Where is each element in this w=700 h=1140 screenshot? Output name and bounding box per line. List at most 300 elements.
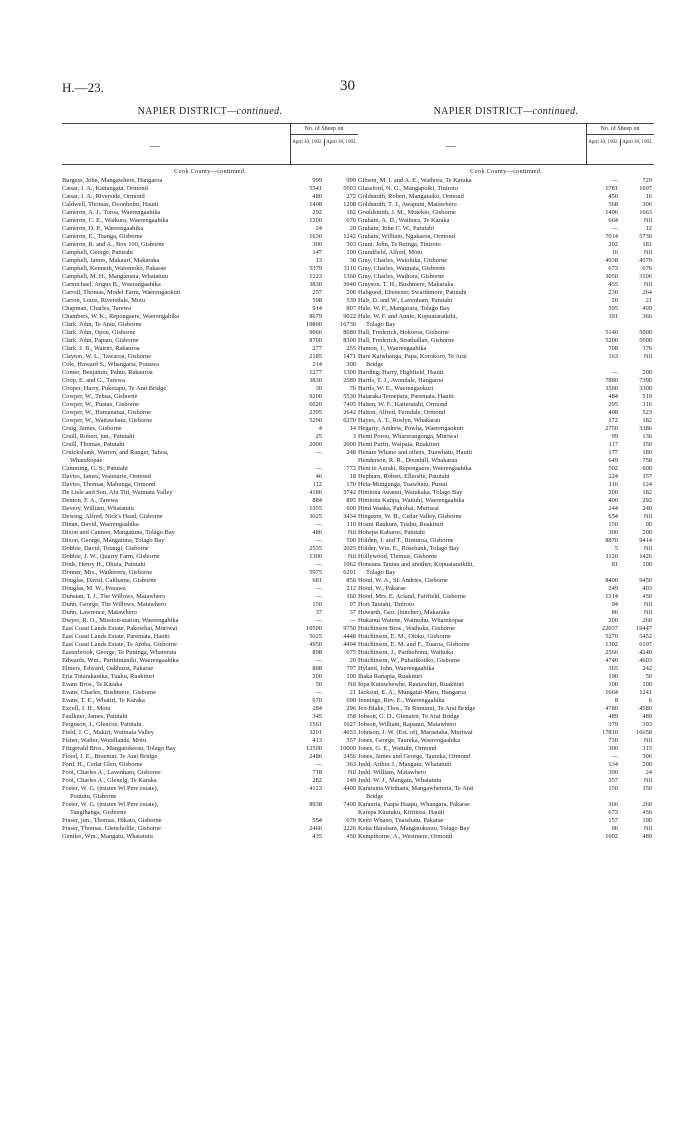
table-row bbox=[358, 337, 654, 345]
sheep-1902: 664 bbox=[608, 217, 618, 224]
table-row bbox=[358, 417, 654, 425]
sheep-1903: 5000 bbox=[639, 329, 652, 336]
sheep-1903: 506 bbox=[642, 753, 652, 760]
owner-name: Dixon, George, Mangatuna, Tolago Bay bbox=[62, 537, 165, 544]
owner-name: Cruickshank, Warren, and Ranger, Tahoa, bbox=[62, 449, 169, 456]
sheep-1902: 37 bbox=[315, 609, 322, 616]
sheep-1902: 10500 bbox=[306, 625, 322, 632]
owner-name: Karauria, Paapa Haapu, Whangara, Pakarae bbox=[358, 801, 470, 808]
table-row bbox=[62, 409, 358, 417]
sheep-1903: 523 bbox=[642, 409, 652, 416]
sheep-1903: 100 bbox=[642, 561, 652, 568]
owner-name: Hayes, A. T., Roslyn, Whakarau bbox=[358, 417, 441, 424]
sheep-1903: 12 bbox=[645, 225, 652, 232]
table-row bbox=[358, 305, 654, 313]
year-1903-header: April 30, 1903. bbox=[324, 139, 358, 146]
owner-name: Cooper, Harry, Puketapu, Te Arai Bridge bbox=[62, 385, 167, 392]
sheep-1902: 249 bbox=[608, 585, 618, 592]
sheep-1902: 112 bbox=[312, 481, 322, 488]
sheep-1902: 1781 bbox=[605, 185, 618, 192]
sheep-1903: 600 bbox=[642, 465, 652, 472]
owner-name: East Coast Lands Estate, Paremata, Hauiti bbox=[62, 633, 170, 640]
sheep-1903: 8680 bbox=[343, 329, 356, 336]
table-row bbox=[358, 185, 654, 193]
sheep-1902: 5379 bbox=[309, 265, 322, 272]
table-row bbox=[62, 313, 358, 321]
sheep-1902: 3025 bbox=[309, 513, 322, 520]
sheep-1902: 400 bbox=[608, 497, 618, 504]
table-row bbox=[62, 473, 358, 481]
sheep-1902: 8700 bbox=[309, 337, 322, 344]
table-row bbox=[62, 193, 358, 201]
sheep-1902: 4123 bbox=[309, 785, 322, 792]
year-1902-header: April 30, 1902. bbox=[586, 139, 620, 146]
sheep-1903: 376 bbox=[642, 345, 652, 352]
sheep-1902: — bbox=[315, 465, 322, 472]
sheep-1903: 3386 bbox=[639, 425, 652, 432]
page-reference: H.—23. bbox=[62, 80, 104, 95]
sheep-1902: 9200 bbox=[309, 393, 322, 400]
owner-name: Dods, Henry H., Ohuia, Patutahi bbox=[62, 561, 146, 568]
owner-name: Campbell, M. H., Mangamaia, Whatatutu bbox=[62, 273, 169, 280]
sheep-1903: 4603 bbox=[639, 657, 652, 664]
sheep-1902: 7014 bbox=[605, 233, 618, 240]
owner-name: Ferguson, J., Glencoe, Patutahi bbox=[62, 721, 142, 728]
table-row bbox=[62, 657, 358, 665]
sheep-1903: 21 bbox=[349, 689, 356, 696]
table-row bbox=[62, 337, 358, 345]
owner-name: Faulkner, James, Patutahi bbox=[62, 713, 128, 720]
owner-name: Devery, William, Whatatutu bbox=[62, 505, 134, 512]
table-row bbox=[358, 433, 654, 441]
sheep-1902: 708 bbox=[608, 345, 618, 352]
table-row bbox=[358, 697, 654, 705]
table-row bbox=[62, 185, 358, 193]
table-row bbox=[62, 417, 358, 425]
sheep-1903: 489 bbox=[642, 713, 652, 720]
owner-name: Easterbrook, George, Te Puninga, Wharerata bbox=[62, 649, 177, 656]
owner-name: Coop, E. and G., Tarewa bbox=[62, 377, 125, 384]
owner-name: Graham, William, Ngakaroa, Ormond bbox=[358, 233, 455, 240]
owner-name-continued: Tolago Bay bbox=[366, 321, 396, 328]
owner-name: Gibson, M. I. and A. E., Waihora, Te Karaka bbox=[358, 177, 472, 184]
left-column bbox=[62, 106, 358, 841]
sheep-1902: 200 bbox=[312, 673, 322, 680]
sheep-1902: 86 bbox=[611, 609, 618, 616]
table-row bbox=[358, 705, 654, 713]
table-row bbox=[62, 513, 358, 521]
owner-name: Grandfield, Alfred, Motu bbox=[358, 249, 423, 256]
sheep-1902: 450 bbox=[608, 193, 618, 200]
sheep-1902: 224 bbox=[608, 473, 618, 480]
sheep-1903: 3116 bbox=[343, 265, 356, 272]
sheep-1903: 729 bbox=[642, 177, 652, 184]
sheep-1903: 363 bbox=[346, 761, 356, 768]
sheep-1902: 4186 bbox=[309, 489, 322, 496]
owner-name: Habgood, Ebenezer, Swarthmore, Patutahi bbox=[358, 289, 467, 296]
owner-name: Keeti Whano, Tuawhatu, Pakarae bbox=[358, 817, 444, 824]
table-row bbox=[358, 449, 654, 457]
owner-name: Himiona Katipa, Waituhi, Waerengaahika bbox=[358, 497, 465, 504]
sheep-1902: 914 bbox=[312, 305, 322, 312]
sheep-1902: 2000 bbox=[309, 441, 322, 448]
owner-name: Gouldsmith, J. M., Motekio, Gisborne bbox=[358, 209, 456, 216]
sheep-1902: 12500 bbox=[306, 745, 322, 752]
owner-name: Flood, J. E., Braemar, Te Arai Bridge bbox=[62, 753, 158, 760]
sheep-1903: 160 bbox=[346, 593, 356, 600]
owner-name: Douglas, David, Calthame, Gisborne bbox=[62, 577, 157, 584]
sheep-1903: 20 bbox=[349, 225, 356, 232]
sheep-1902: 5541 bbox=[309, 185, 322, 192]
sheep-1903: 16658 bbox=[636, 729, 652, 736]
table-row bbox=[62, 689, 358, 697]
table-row bbox=[358, 561, 654, 577]
owner-name: Goldsmith, Robert, Mangataiko, Ormond bbox=[358, 193, 464, 200]
table-row bbox=[62, 785, 358, 801]
table-row bbox=[358, 681, 654, 689]
table-row bbox=[358, 369, 654, 377]
owner-name-continued: Bridge bbox=[366, 361, 384, 368]
sheep-1902: 257 bbox=[312, 289, 322, 296]
owner-name: Douglas, M. W., Pouawa bbox=[62, 585, 126, 592]
sheep-1903: 676 bbox=[642, 265, 652, 272]
page-number: 30 bbox=[340, 78, 355, 94]
table-row bbox=[358, 825, 654, 833]
table-row bbox=[62, 681, 358, 689]
sheep-1902: 498 bbox=[608, 409, 618, 416]
owner-name: Judd, William, Matawhero bbox=[358, 769, 427, 776]
table-row bbox=[62, 225, 358, 233]
sheep-1902: 1302 bbox=[605, 641, 618, 648]
table-row bbox=[62, 441, 358, 449]
owner-name: Gentles, Wm., Mangatu, Whatatutu bbox=[62, 833, 153, 840]
owner-name: Campbell, George, Patutahi bbox=[62, 249, 133, 256]
table-row bbox=[62, 697, 358, 705]
table-row bbox=[358, 785, 654, 801]
table-row bbox=[358, 817, 654, 825]
table-row bbox=[358, 201, 654, 209]
owner-name: Cameron, D. P., Waerengaahika bbox=[62, 225, 144, 232]
sheep-1903: 4580 bbox=[639, 705, 652, 712]
owner-name: Howarth, Geo. (butcher), Makaraka bbox=[358, 609, 450, 616]
table-header bbox=[358, 123, 654, 165]
year-1903-header: April 30, 1903. bbox=[620, 139, 654, 146]
sheep-1903: 366 bbox=[642, 313, 652, 320]
sheep-1902: 808 bbox=[312, 665, 322, 672]
owner-name: Heta-Mungunga, Tuawhatu, Pustai bbox=[358, 481, 448, 488]
sheep-1903: 10000 bbox=[340, 745, 356, 752]
sheep-1903: 1471 bbox=[343, 353, 356, 360]
owner-name: Dwyer, R. O., Mission-station, Waerengahika bbox=[62, 617, 179, 624]
sheep-1902: 244 bbox=[608, 505, 618, 512]
table-row bbox=[358, 745, 654, 753]
sheep-1903: 20 bbox=[349, 657, 356, 664]
sheep-1902: 486 bbox=[312, 529, 322, 536]
sheep-1903: 272 bbox=[346, 193, 356, 200]
sheep-1902: 1277 bbox=[309, 369, 322, 376]
sheep-1902: — bbox=[315, 585, 322, 592]
owner-name: Goldsmith, T. J., Awapuni, Matawhero bbox=[358, 201, 457, 208]
sheep-1903: 14 bbox=[349, 425, 356, 432]
sheep-1903: 1627 bbox=[343, 721, 356, 728]
table-row bbox=[358, 249, 654, 257]
table-row bbox=[358, 425, 654, 433]
owner-name-continued: Poututu, Gisborne bbox=[70, 793, 117, 800]
owner-name: Hataraka Temepara, Paremata, Hauiti bbox=[358, 393, 454, 400]
owner-name: Hyland, John, Waerengaahika bbox=[358, 665, 435, 672]
owner-name: Hutchinson, J., Parihohonu, Waihuka bbox=[358, 649, 454, 656]
owner-name: Harris, W. E., Waerengaokuri bbox=[358, 385, 434, 392]
owner-list bbox=[62, 177, 358, 841]
owner-name: Carron, Louis, Riversdale, Motu bbox=[62, 297, 146, 304]
owner-name: Field, J. C., Makiri, Waimata Valley bbox=[62, 729, 154, 736]
sheep-1902: 4740 bbox=[605, 657, 618, 664]
owner-name: Hamon, J., Waerengaahika bbox=[358, 345, 427, 352]
owner-name: Gray, Charles, Waihora, Gisborne bbox=[358, 273, 445, 280]
sheep-1903: 1360 bbox=[343, 273, 356, 280]
sheep-1902: 730 bbox=[608, 737, 618, 744]
owner-name: Comer, Benjamin, Pahui, Rakauroa bbox=[62, 369, 153, 376]
table-row bbox=[358, 521, 654, 529]
table-row bbox=[358, 649, 654, 657]
sheep-1903: 1062 bbox=[343, 561, 356, 568]
table-header bbox=[62, 123, 358, 165]
sheep-1903: Nil bbox=[347, 529, 356, 536]
sheep-1903: 7405 bbox=[343, 401, 356, 408]
sheep-1902: — bbox=[315, 617, 322, 624]
district-heading: NAPIER DISTRICT—continued. bbox=[433, 106, 579, 117]
owner-name: Holden, J. and T., Rimuroa, Gisborne bbox=[358, 537, 454, 544]
sheep-1903: 3434 bbox=[343, 513, 356, 520]
table-row bbox=[62, 201, 358, 209]
owner-name: Jones, George, Taureka, Waerengaahika bbox=[358, 737, 460, 744]
table-row bbox=[358, 593, 654, 601]
table-row bbox=[358, 489, 654, 497]
sheep-1902: 391 bbox=[608, 313, 618, 320]
owner-name: Gray, Charles, Waiohika, Gisborne bbox=[358, 257, 448, 264]
table-row bbox=[62, 817, 358, 825]
table-row bbox=[358, 497, 654, 505]
table-row bbox=[358, 537, 654, 545]
sheep-1902: 345 bbox=[312, 713, 322, 720]
sheep-1903: 190 bbox=[642, 817, 652, 824]
sheep-1903: 895 bbox=[346, 497, 356, 504]
sheep-1903: 797 bbox=[346, 665, 356, 672]
owner-list bbox=[358, 177, 654, 841]
owner-name: De Lisle and Son, Ahi Titi, Waimata Valley bbox=[62, 489, 173, 496]
table-row bbox=[62, 753, 358, 761]
owner-name: Gray, Charles, Waimata, Gisborne bbox=[358, 265, 446, 272]
sheep-1903: 6 bbox=[648, 697, 652, 704]
owner-name: Evans, T. E., Whatiri, Te Karaka bbox=[62, 697, 145, 704]
owner-name: Hatten, W. F., Kaiteratahi, Ormond bbox=[358, 401, 448, 408]
owner-name: Denton, F. A., Tarewa bbox=[62, 497, 118, 504]
sheep-1902: 150 bbox=[608, 785, 618, 792]
sheep-1902: 5200 bbox=[605, 337, 618, 344]
owner-name: Campbell, Kenneth, Waiomoko, Pakarae bbox=[62, 265, 167, 272]
owner-name: Ford, H., Cedar Glen, Gisborne bbox=[62, 761, 143, 768]
owner-name: Ihaka Ranapia, Ruakituri bbox=[358, 673, 423, 680]
table-row bbox=[62, 329, 358, 337]
table-row bbox=[358, 641, 654, 649]
sheep-1902: 8400 bbox=[605, 577, 618, 584]
name-column-header: — bbox=[446, 141, 456, 152]
table-row bbox=[358, 809, 654, 817]
table-row bbox=[358, 385, 654, 393]
sheep-1902: 1223 bbox=[309, 273, 322, 280]
table-row bbox=[358, 721, 654, 729]
sheep-1902: 435 bbox=[312, 833, 322, 840]
sheep-1902: 3050 bbox=[605, 273, 618, 280]
owner-name: Burgess, John, Mangawhere, Hangaroa bbox=[62, 177, 163, 184]
sheep-1902: 147 bbox=[312, 249, 322, 256]
sheep-1903: Nil bbox=[347, 769, 356, 776]
owner-name: Hall, Frederick, Strathallan, Gisborne bbox=[358, 337, 455, 344]
table-row bbox=[358, 209, 654, 217]
sheep-1902: 8870 bbox=[605, 537, 618, 544]
sheep-1902: 230 bbox=[608, 289, 618, 296]
table-row bbox=[62, 449, 358, 465]
table-row bbox=[62, 353, 358, 361]
sheep-1903: 600 bbox=[346, 505, 356, 512]
sheep-1902: 172 bbox=[608, 417, 618, 424]
sheep-1902: 4 bbox=[318, 425, 322, 432]
owner-name-continued: Tangihanga, Gisborne bbox=[70, 809, 127, 816]
table-row bbox=[358, 609, 654, 617]
table-row bbox=[62, 633, 358, 641]
owner-name: Jackson, E. A., Mungatai-Maru, Hangaroa bbox=[358, 689, 467, 696]
owner-name: Carmichael, Angus B., Waerangaahika bbox=[62, 281, 161, 288]
sheep-1903: 489 bbox=[642, 833, 652, 840]
table-row bbox=[358, 257, 654, 265]
table-row bbox=[62, 481, 358, 489]
sheep-1902: — bbox=[315, 537, 322, 544]
sheep-1902: 16 bbox=[611, 249, 618, 256]
sheep-1903: Nil bbox=[643, 777, 652, 784]
sheep-1903: 1242 bbox=[343, 233, 356, 240]
owner-name: Jennings, Rev. E., Waerengaahika bbox=[358, 697, 445, 704]
table-row bbox=[358, 625, 654, 633]
table-row bbox=[62, 801, 358, 817]
sheep-1903: Nil bbox=[643, 545, 652, 552]
sheep-1903: 212 bbox=[346, 585, 356, 592]
owner-name: Iopa Kurawhewhe, Rautawhiri, Ruakituri bbox=[358, 681, 464, 688]
table-row bbox=[358, 353, 654, 369]
table-row bbox=[62, 537, 358, 545]
table-row bbox=[62, 241, 358, 249]
table-row bbox=[62, 425, 358, 433]
sheep-1902: 202 bbox=[608, 241, 618, 248]
table-row bbox=[358, 377, 654, 385]
table-row bbox=[358, 281, 654, 289]
table-row bbox=[62, 265, 358, 273]
sheep-1903: 315 bbox=[642, 745, 652, 752]
table-row bbox=[62, 745, 358, 753]
table-row bbox=[62, 569, 358, 577]
sheep-1903: 999 bbox=[346, 177, 356, 184]
table-row bbox=[358, 553, 654, 561]
sheep-1902: 6020 bbox=[309, 401, 322, 408]
sheep-1903: 6270 bbox=[343, 417, 356, 424]
table-row bbox=[358, 409, 654, 417]
table-row bbox=[62, 497, 358, 505]
table-row bbox=[62, 561, 358, 569]
sheep-1902: — bbox=[315, 761, 322, 768]
table-row bbox=[358, 513, 654, 521]
owner-name: Cameron, C. E., Waikura, Waerengaahika bbox=[62, 217, 169, 224]
sheep-1902: 5290 bbox=[309, 417, 322, 424]
table-row bbox=[62, 257, 358, 265]
table-row bbox=[62, 369, 358, 377]
sheep-1903: 100 bbox=[642, 681, 652, 688]
sheep-1903: 5600 bbox=[639, 337, 652, 344]
sheep-1903: 6107 bbox=[639, 641, 652, 648]
table-row bbox=[358, 585, 654, 593]
sheep-1902: 5 bbox=[614, 545, 618, 552]
table-row bbox=[62, 777, 358, 785]
sheep-1903: 242 bbox=[642, 665, 652, 672]
sheep-1902: 1498 bbox=[309, 201, 322, 208]
sheep-1902: 8 bbox=[614, 697, 618, 704]
sheep-1902: 3201 bbox=[309, 729, 322, 736]
table-row bbox=[358, 801, 654, 809]
owner-name: Foster, W. G. (trustee Wi Pere estate), bbox=[62, 801, 159, 808]
table-row bbox=[62, 545, 358, 553]
table-row bbox=[62, 377, 358, 385]
table-row bbox=[62, 761, 358, 769]
table-row bbox=[358, 265, 654, 273]
sheep-1903: Nil bbox=[643, 601, 652, 608]
sheep-count-header: No. of Sheep on bbox=[290, 126, 358, 135]
sheep-1902: 25 bbox=[315, 433, 322, 440]
sheep-1903: 807 bbox=[346, 305, 356, 312]
owner-name: Hutchinson, W., Puhatikotiko, Gisborne bbox=[358, 657, 461, 664]
table-row bbox=[62, 625, 358, 633]
owner-name: Fisher, Walter, Woodlands, Motu bbox=[62, 737, 147, 744]
sheep-1902: 1002 bbox=[605, 833, 618, 840]
sheep-1903: 4494 bbox=[343, 641, 356, 648]
sheep-1902: 1355 bbox=[309, 505, 322, 512]
table-row bbox=[358, 465, 654, 473]
table-row bbox=[358, 753, 654, 761]
table-row bbox=[358, 241, 654, 249]
sheep-1902: — bbox=[315, 561, 322, 568]
sheep-1902: 3830 bbox=[309, 281, 322, 288]
table-row bbox=[358, 601, 654, 609]
sheep-1902: — bbox=[315, 521, 322, 528]
sheep-1903: 2000 bbox=[343, 441, 356, 448]
table-row bbox=[62, 769, 358, 777]
sheep-1902: 8679 bbox=[309, 313, 322, 320]
owner-name: Hingston, W. B., Cedar Valley, Gisborne bbox=[358, 513, 462, 520]
owner-name: Himiona Awanui, Waiukaka, Tolago Bay bbox=[358, 489, 463, 496]
sheep-1902: 2566 bbox=[605, 649, 618, 656]
sheep-1903: 255 bbox=[346, 345, 356, 352]
sheep-1903: 296 bbox=[346, 705, 356, 712]
sheep-1902: 1561 bbox=[309, 721, 322, 728]
sheep-1903: 1241 bbox=[639, 689, 652, 696]
sheep-1902: 2535 bbox=[309, 545, 322, 552]
sheep-1903: 4400 bbox=[343, 785, 356, 792]
sheep-1903: 38 bbox=[349, 257, 356, 264]
sheep-1902: 4780 bbox=[605, 705, 618, 712]
table-row bbox=[358, 473, 654, 481]
sheep-1903: 1663 bbox=[639, 209, 652, 216]
sheep-1903: 200 bbox=[642, 761, 652, 768]
table-row bbox=[62, 217, 358, 225]
sheep-1902: 300 bbox=[608, 745, 618, 752]
sheep-1903: 16730 bbox=[340, 321, 356, 328]
